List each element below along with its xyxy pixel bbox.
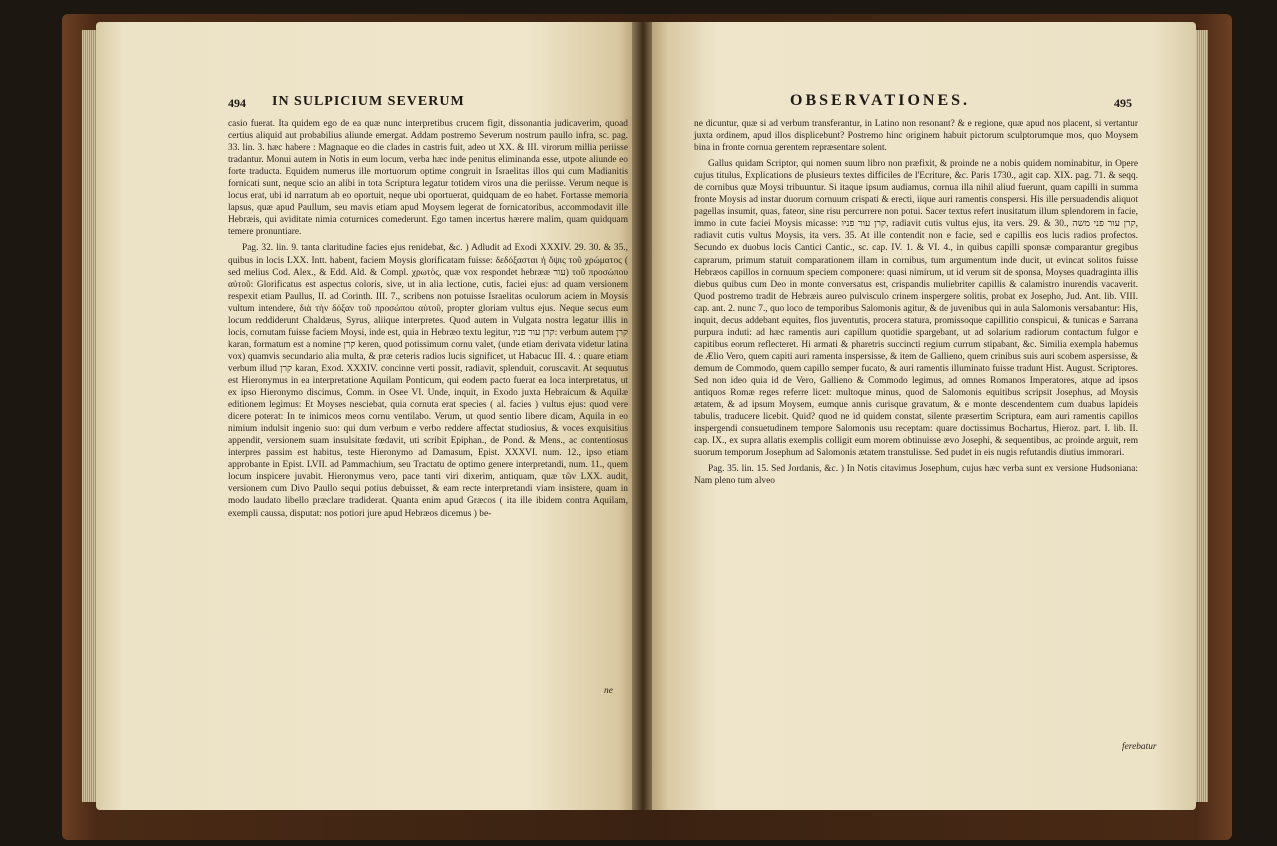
right-running-head: OBSERVATIONES. — [790, 92, 971, 109]
left-page-text — [228, 118, 628, 520]
right-catchword: ferebatur — [1122, 742, 1157, 752]
left-page — [96, 22, 634, 810]
right-page-edges — [1196, 30, 1208, 802]
right-page — [652, 22, 1196, 810]
left-page-edges — [82, 30, 96, 802]
left-catchword: ne — [604, 686, 613, 696]
right-page-text — [694, 118, 1138, 487]
left-page-number: 494 — [228, 96, 246, 110]
right-paragraph-1: ne dicuntur, quæ si ad verbum transferantur, in Latino non resonant? & e regione, quæ apud nos placent, si vertantur juxta ordinem, apud illos displicebunt? Postremo hinc originem habuit pictorum sculptorumque mos, quo Moysem bina in fronte cornua gerentem repræsentare solent. — [694, 119, 1138, 154]
right-paragraph-2: Gallus quidam Scriptor, qui nomen suum libro non præfixit, & proinde ne a nobis quidem nominabitur, in Opere cujus titulus, Explications de plusieurs textes difficiles de l'Ecriture, &c. Paris 1730., agit cap. XIX. pag. 71. & seqq. de cornibus quæ Moysi tribuuntur. Si itaque ipsum audiamus, cornua illa nihil aliud fuerunt, quam capilli in summa fronte Moysis ad instar duorum cornuum crispati & erecti, iique auri ramentis conspersi. His ille persuadendis aliquot pagellas insumit, quas, fateor, sine risu percurrere non potui. Sacer textus refert inusitatum illum splendorem in facie, immo in cute faciei Moysis micasse: קרן עור פניו, radiavit cutis vultus ejus, ita vers. 29. & 30., קרן עור פני משה, radiavit cutis vultus Moysis, ita vers. 35. At ille contendit non e facie, sed e capillis eos lucis radios profectos. Secundo ex duobus locis Cantici Cantic., sc. cap. IV. 1. & VI. 4., in quibus capilli sponsæ comparantur gregibus caprarum, primum statuit comparationem illam in cornibus, tum argumentum inde ducit, ut evincat solitos fuisse Hebræos capillos in cornuum speciem componere: quasi nimirum, ut id verum sit de sponsa, Moyses quadraginta illis diebus quibus cum Deo in monte conversatus est, crispandis muliebriter capillis & calamistro inurendis vacaverit. Quod postremo tradit de Hebræis aureo pulvisculo crinem inspergere solitis, probat ex Josepho, Jud. Ant. lib. VIII. cap. ant. 2. nunc 7., quo loco de temporibus Salomonis agitur, & de juvenibus qui in aula Salomonis versabantur: His, inquit, decus addebant equites, flos juventutis, procera statura, promissoque capillitio conspicui, & tunicas e Sarrana purpura induti: ad hæc ramentis auri capillum quotidie spargebant, ut ad solarium radiorum contactum fulgor e capitibus eorum reflecteret. Hi armati & pharetris succincti regium currum stipabant, &c. Similia exempla habemus de Ælio Vero, quem capiti auri ramenta inspersisse, & item de Gallieno, quem crinibus suis auri scobem aspersisse, & demum de Commodo, quem capillo semper fucato, & auri ramentis illuminato fuisse tradunt Hist. August. Scriptores. Sed non ideo quia id de Vero, Gallieno & Commodo legimus, ad omnes Romanos Imperatores, atque ad ipsos antiquos Romæ reges referre licet: multoque minus, quod de Salomonis equitibus scripsit Josephus, ad Moysis ætatem, & ad ipsum Moysem, eumque annis curisque gravatum, & e monte descendentem cum duabus lapideis tabulis, traducere licebit. Quid? quod ne id quidem constat, silente præsertim Scriptura, eam auri ramentis capillos inspergendi consuetudinem tempore Salomonis usu receptam: quare doctissimus Bochartus, Hieroz. part. I. lib. II. cap. IX., ex supra allatis exemplis colligit eum morem obtinuisse ævo Josephi, & sequentibus, ac proinde arguit, rem suorum temporum Josephum ad Salomonis ætatem transtulisse. Sed pudet in eis nugis refutandis diutius immorari. — [694, 159, 1138, 459]
left-paragraph-2: Pag. 32. lin. 9. tanta claritudine facies ejus renidebat, &c. ) Adludit ad Exodi XXXIV. 29. 30. & 35., quibus in locis LXX. Intt. habent, faciem Moysis glorificatam fuisse: δεδόξασται ἡ ὄψις τοῦ χρώματος ( sed melius Cod. Alex., & Edd. Ald. & Compl. χρωτὸς, quæ vox respondet hebrææ עור) τοῦ προσώπου αὐτοῦ: Glorificatus est aspectus coloris, sive, ut in alia lectione, cutis, faciei ejus: ad quam versionem respexit etiam Paullus, II. ad Corinth. III. 7., scribens non potuisse Israelitas oculorum aciem in Moysis vultum intendere, διὰ τὴν δόξαν τοῦ προσώπου αὐτοῦ, propter gloriam vultus ejus. Neque secus eum locum reddiderunt Chaldæus, Syrus, aliique interpretes. Quod autem in Vulgata nostra legatur illis in locis, cornutam fuisse faciem Moysi, inde est, quia in Hebræo textu legitur, קרן עור פניו: verbum autem קרן karan, formatum est a nomine קרן keren, quod potissimum cornu valet, (unde etiam derivata videtur latina vox) quamvis secundario alia multa, & præ ceteris radios lucis significet, ut Habacuc III. 4. : quare etiam verbum illud קרן karan, Exod. XXXIV. concinne verti possit, radiavit, splenduit, coruscavit. At sequutus est Hieronymus in ea interpretatione Aquilam Ponticum, qui eodem pacto fuerat ea loca interpretatus, ut ex ipso Hieronymo discimus, Comm. in Osee VI. Unde, inquit, in Exodo juxta Hebraicum & Aquilæ editionem legimus: Et Moyses nesciebat, quia cornuta erat species ( al. facies ) vultus ejus: quod vere dicere poterat: In te inimicos meos cornu ventilabo. Verum, ut quod sentio libere dicam, Aquila in eo nimium indulsit ingenio suo: qui dum verbum e verbo reddere affectat studiosius, & voces exquisitius appendit, versionem suam insulsitate fœdavit, uti scribit Epiphan., de Pond. & Mens., ac contentiosus interpres passim est habitus, teste Hieronymo ad Damasum, Epist. XXXVI. num. 12., ipso etiam approbante in Epist. LVII. ad Pammachium, seu Tractatu de optimo genere interpretandi, num. 11., quem locum inspicere juvabit. Hieronymus vero, pace tanti viri dixerim, antiquam, quæ τῶν LXX. audit, versionem cum Divo Paullo sequi potius debuisset, & eam recte interpretandi viam insistere, quam in modo laudato libello præclare tradiderat. Quanta enim apud Græcos ( ita ille ibidem contra Aquilam, exempli caussa, disputat: nos potiori jure apud Hebræos dicemus ) be- — [228, 243, 629, 519]
right-page-number: 495 — [1114, 96, 1132, 110]
right-paragraph-3: Pag. 35. lin. 15. Sed Jordanis, &c. ) In Notis citavimus Josephum, cujus hæc verba sunt ex versione Hudsoniana: Nam pleno tum alveo — [694, 464, 1138, 487]
left-running-head: IN SULPICIUM SEVERUM — [272, 94, 465, 109]
left-paragraph-1: casio fuerat. Ita quidem ego de ea quæ nunc interpretibus crucem figit, dissonantia judicaverim, quoad certius aliquid aut probabilius aliunde emergat. Addam postremo Severum nostrum paullo infra, sc. pag. 33. lin. 3. hæc habere : Magnaque eo die clades in castris fuit, adeo ut XX. & III. virorum millia periisse tradantur. Monui autem in Notis in eum locum, verba hæc inde penitus eliminanda esse, utpote aliunde eo forte traducta. Equidem numerus ille mortuorum optime congruit in Israelitas illos qui cum Madianitis fornicati sunt, neque scio an alibi in tota Scriptura legatur totidem viros una die periisse. Verum neque is locus erat, ubi id narratum ab eo oportuit, neque ubi oportuerat, quidquam de eo habet. Fortasse memoria lapsus, quæ apud Paullum, seu mavis etiam apud Moysem legerat de fornicatoribus, accommodavit ille Hebræis, qui aviditate nimia coturnices comederunt. Ego tamen incertus hærere malim, quam quidquam temere pronuntiare. — [228, 119, 628, 238]
book-gutter — [632, 22, 654, 810]
